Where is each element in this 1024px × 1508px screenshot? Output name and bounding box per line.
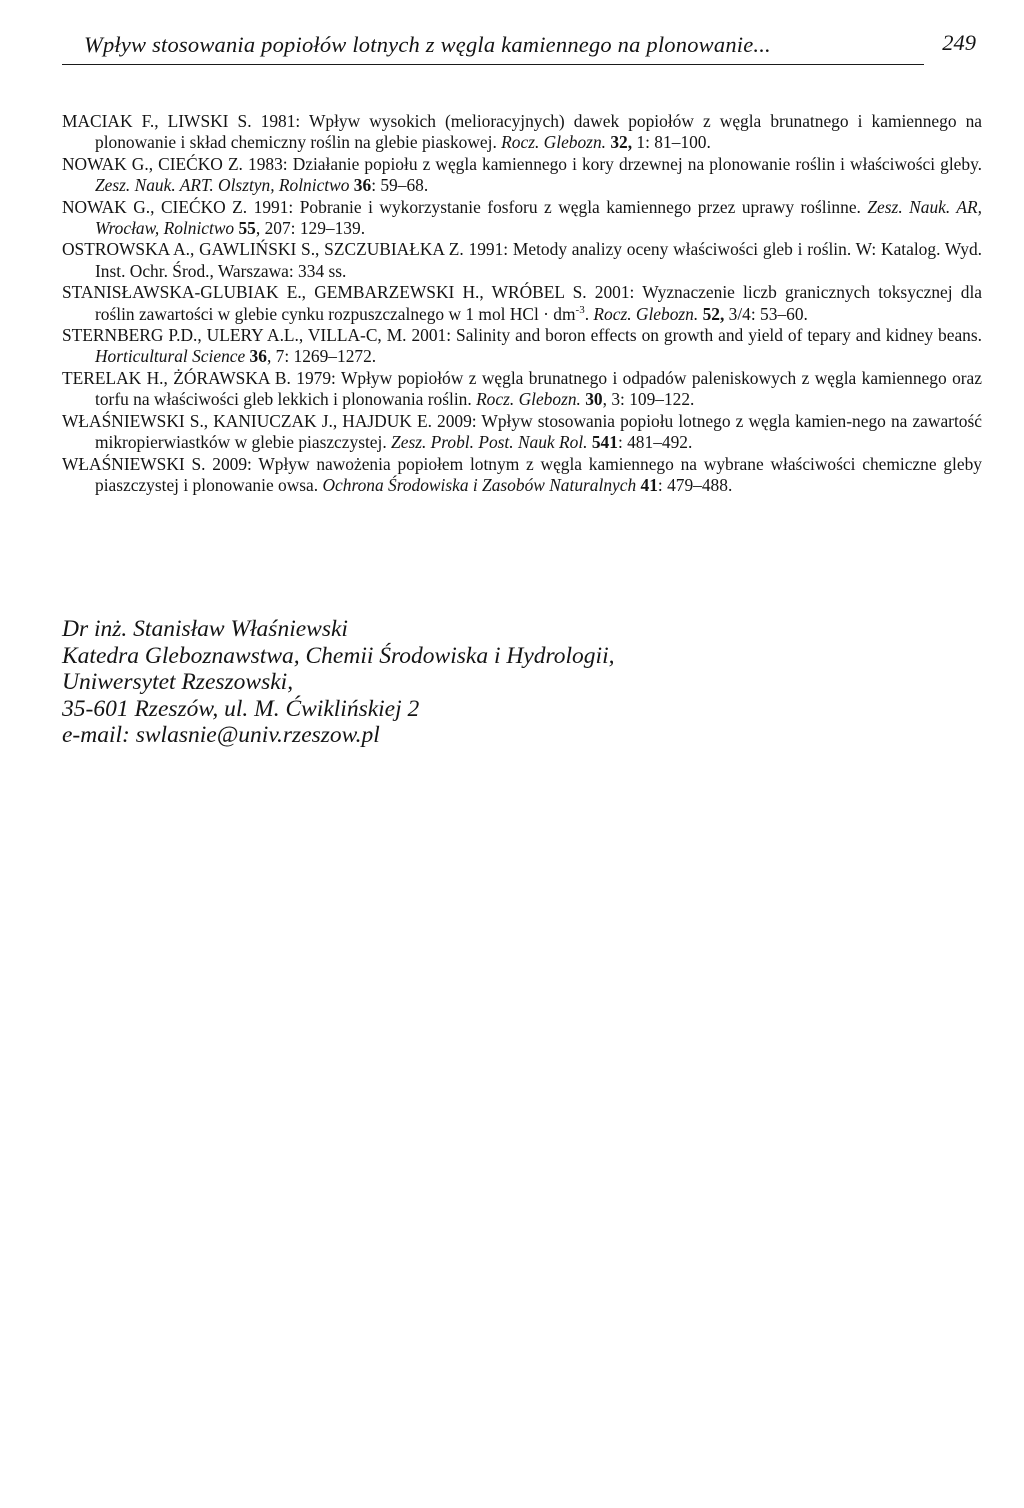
reference-pages: : 59–68.	[371, 175, 429, 196]
reference-authors: NOWAK G., CIEĆKO Z.	[62, 153, 243, 174]
reference-entry	[62, 282, 982, 325]
reference-pages: 1: 81–100.	[632, 132, 711, 153]
reference-journal: Zesz. Probl. Post. Nauk Rol.	[391, 432, 588, 453]
running-title: Wpływ stosowania popiołów lotnych z węgla kamiennego na plonowanie...	[84, 32, 771, 57]
reference-journal: Zesz. Nauk. AR, Wrocław, Rolnictwo	[95, 196, 982, 239]
reference-superscript: -3	[575, 303, 585, 316]
reference-volume: 55	[234, 218, 256, 239]
reference-text: 1981: Wpływ wysokich (melioracyjnych) dawek popiołów z węgla brunatnego i kamiennego na plonowanie i skład chemiczny roślin na glebie piaskowej.	[95, 111, 982, 153]
author-address: 35-601 Rzeszów, ul. M. Ćwiklińskiej 2	[62, 695, 420, 722]
reference-journal: Rocz. Glebozn.	[476, 389, 581, 410]
reference-pages: : 479–488.	[657, 474, 733, 495]
author-email: e-mail: swlasnie@univ.rzeszow.pl	[62, 722, 380, 749]
reference-pages: : 481–492.	[617, 432, 693, 453]
running-header	[62, 28, 976, 68]
reference-volume: 30	[580, 389, 603, 410]
reference-entry	[62, 411, 982, 454]
reference-list	[62, 111, 982, 496]
reference-entry	[62, 197, 982, 240]
reference-entry	[62, 154, 982, 197]
reference-authors: STANISŁAWSKA-GLUBIAK E., GEMBARZEWSKI H., WRÓBEL S.	[62, 282, 587, 303]
reference-volume: 36	[349, 175, 372, 196]
reference-authors: WŁAŚNIEWSKI S., KANIUCZAK J., HAJDUK E.	[62, 410, 432, 431]
author-department: Katedra Gleboznawstwa, Chemii Środowiska i Hydrologii,	[62, 642, 615, 669]
reference-journal: Horticultural Science	[95, 346, 246, 367]
reference-pages: , 7: 1269–1272.	[266, 346, 377, 367]
reference-text: 2001: Wyznaczenie liczb granicznych toksycznej dla roślin zawartości w glebie cynku rozpuszczalnego w 1 mol HCl · dm	[95, 282, 983, 324]
reference-authors: STERNBERG P.D., ULERY A.L., VILLA-C, M.	[62, 325, 407, 346]
reference-pages: , 207: 129–139.	[255, 218, 366, 239]
reference-journal: Ochrona Środowiska i Zasobów Naturalnych	[322, 474, 637, 495]
reference-entry	[62, 239, 982, 282]
reference-text: 1979: Wpływ popiołów z węgla brunatnego i odpadów paleniskowych z węgla kamiennego oraz torfu na właściwości gleb lekkich i plonowania roślin.	[95, 367, 982, 410]
reference-entry	[62, 111, 982, 154]
reference-volume: 541	[587, 432, 618, 453]
reference-pages: , 3: 109–122.	[602, 389, 695, 410]
reference-journal: Zesz. Nauk. ART. Olsztyn, Rolnictwo	[95, 175, 350, 196]
page-number: 249	[942, 30, 976, 55]
author-affiliation	[62, 616, 962, 749]
reference-authors: MACIAK F., LIWSKI S.	[62, 111, 252, 131]
reference-text: 1983: Działanie popiołu z węgla kamiennego i kory drzewnej na plonowanie roślin i właściwości gleby.	[242, 153, 982, 174]
reference-text-after: .	[584, 303, 594, 324]
reference-journal: Rocz. Glebozn.	[501, 132, 606, 153]
reference-journal: Rocz. Glebozn.	[593, 303, 699, 324]
reference-authors: NOWAK G., CIEĆKO Z.	[62, 196, 248, 217]
reference-entry	[62, 368, 982, 411]
reference-text: 2001: Salinity and boron effects on growth and yield of tepary and kidney beans.	[406, 325, 982, 346]
author-university: Uniwersytet Rzeszowski,	[62, 669, 294, 696]
reference-entry	[62, 325, 982, 368]
reference-text: 1991: Pobranie i wykorzystanie fosforu z węgla kamiennego przez uprawy roślinne.	[247, 196, 868, 217]
reference-authors: TERELAK H., ŻÓRAWSKA B.	[62, 367, 291, 388]
author-name: Dr inż. Stanisław Właśniewski	[62, 616, 348, 642]
reference-volume: 41	[636, 474, 658, 495]
header-rule	[62, 64, 924, 65]
reference-pages: 3/4: 53–60.	[724, 303, 808, 324]
reference-volume: 32,	[605, 132, 633, 153]
reference-volume: 36	[245, 346, 267, 367]
reference-authors: OSTROWSKA A., GAWLIŃSKI S., SZCZUBIAŁKA Z.	[62, 239, 464, 260]
reference-volume: 52,	[698, 303, 725, 324]
reference-text: 2009: Wpływ stosowania popiołu lotnego z węgla kamien-nego na zawartość mikropierwiastków w glebie piaszczystej.	[95, 410, 982, 453]
reference-text: 1991: Metody analizy oceny właściwości gleb i roślin. W: Katalog. Wyd. Inst. Ochr. Środ., Warszawa: 334 ss.	[95, 239, 982, 281]
reference-entry	[62, 454, 982, 497]
reference-authors: WŁAŚNIEWSKI S.	[62, 453, 206, 474]
reference-text: 2009: Wpływ nawożenia popiołem lotnym z węgla kamiennego na wybrane właściwości chemiczne gleby piaszczystej i plonowanie owsa.	[95, 453, 982, 495]
